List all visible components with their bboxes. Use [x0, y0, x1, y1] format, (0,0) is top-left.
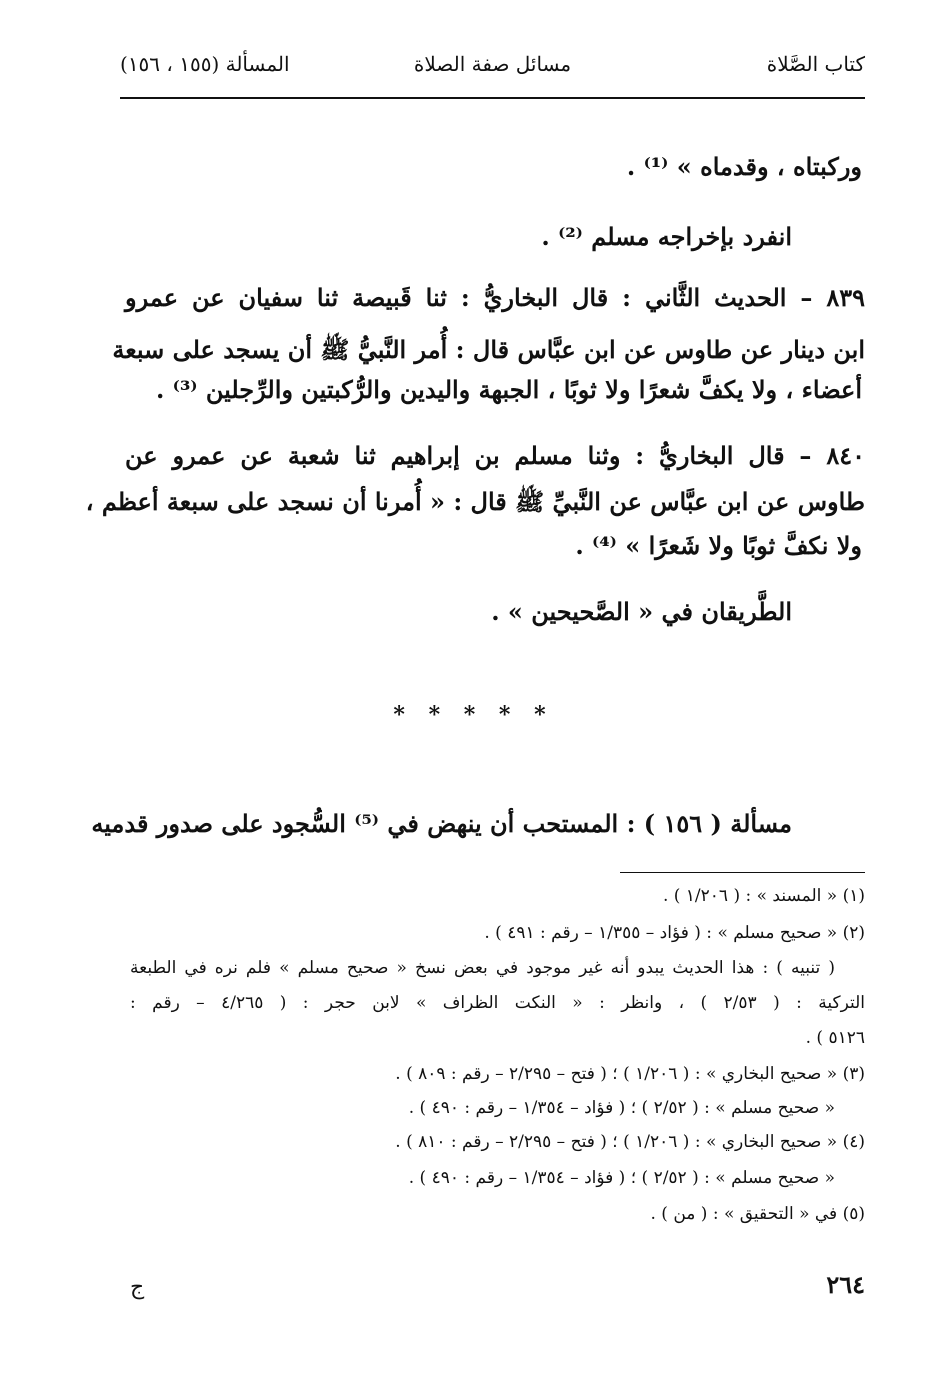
page-number: ٢٦٤	[826, 1270, 865, 1299]
header-issue-range: المسألة (١٥٥ ، ١٥٦)	[120, 52, 290, 76]
header-chapter-title: مسائل صفة الصلاة	[413, 52, 572, 76]
footnote-5: (٥) في « التحقيق » : ( من ) .	[650, 1204, 865, 1224]
hadith-840-line-2: طاوس عن ابن عبَّاس عن النَّبيِّ ﷺ قال : « أُمرنا أن نسجد على سبعة أعظم ،	[85, 487, 865, 516]
hadith-840-line-3: ولا نكفَّ ثوبًا ولا شَعرًا » ⁽⁴⁾ .	[575, 531, 862, 560]
hadith-839-line-2: ابن دينار عن طاوس عن ابن عبَّاس قال : أُمر النَّبيُّ ﷺ أن يسجد على سبعة	[112, 335, 865, 364]
hadith-839-line-1: ٨٣٩ – الحديث الثَّاني : قال البخاريُّ : ثنا قَبيصة ثنا سفيان عن عمرو	[125, 283, 865, 312]
text-line-muslim-only: انفرد بإخراجه مسلم ⁽²⁾ .	[541, 222, 792, 251]
footnote-rule	[620, 872, 865, 873]
footnote-2-note-line-3: ٥١٢٦ ) .	[805, 1028, 865, 1048]
footnote-3-bukhari: (٣) « صحيح البخاري » : ( ١/٢٠٦ ) ؛ ( فتح – ٢/٢٩٥ – رقم : ٨٠٩ ) .	[395, 1064, 865, 1084]
header-rule	[120, 97, 865, 99]
running-header	[120, 52, 865, 92]
header-book-title: كتاب الصَّلاة	[766, 52, 865, 76]
footnote-4-muslim: « صحيح مسلم » : ( ٢/٥٢ ) ؛ ( فؤاد – ١/٣٥٤ – رقم : ٤٩٠ ) .	[408, 1168, 835, 1188]
signature-mark: ج	[130, 1275, 145, 1300]
text-line-continuation: وركبتاه ، وقدماه » ⁽¹⁾ .	[626, 152, 862, 181]
masala-156-heading: مسألة ( ١٥٦ ) : المستحب أن ينهض في ⁽⁵⁾ السُّجود على صدور قدميه	[91, 809, 792, 838]
footnote-4-bukhari: (٤) « صحيح البخاري » : ( ١/٢٠٦ ) ؛ ( فتح – ٢/٢٩٥ – رقم : ٨١٠ ) .	[395, 1132, 865, 1152]
footnote-1: (١) « المسند » : ( ١/٢٠٦ ) .	[662, 886, 865, 906]
section-separator-stars: * * * * *	[393, 702, 554, 728]
footnote-3-muslim: « صحيح مسلم » : ( ٢/٥٢ ) ؛ ( فؤاد – ١/٣٥٤ – رقم : ٤٩٠ ) .	[408, 1098, 835, 1118]
footnote-2-note-line-2: التركية : ( ٢/٥٣ ) ، وانظر : « النكت الظراف » لابن حجر : ( ٤/٢٦٥ – رقم :	[130, 993, 865, 1013]
footnote-2: (٢) « صحيح مسلم » : ( فؤاد – ١/٣٥٥ – رقم : ٤٩١ ) .	[484, 923, 865, 943]
hadith-840-line-1: ٨٤٠ – قال البخاريُّ : وثنا مسلم بن إبراهيم ثنا شعبة عن عمرو عن	[125, 441, 865, 470]
text-line-both-sahih: الطَّريقان في « الصَّحيحين » .	[491, 597, 792, 626]
footnote-2-note-line-1: ( تنبيه ) : هذا الحديث يبدو أنه غير موجود في بعض نسخ « صحيح مسلم » فلم نره في الطبعة	[130, 958, 835, 978]
hadith-839-line-3: أعضاء ، ولا يكفَّ شعرًا ولا ثوبًا ، الجبهة واليدين والرُّكبتين والرِّجلين ⁽³⁾ .	[155, 375, 862, 404]
